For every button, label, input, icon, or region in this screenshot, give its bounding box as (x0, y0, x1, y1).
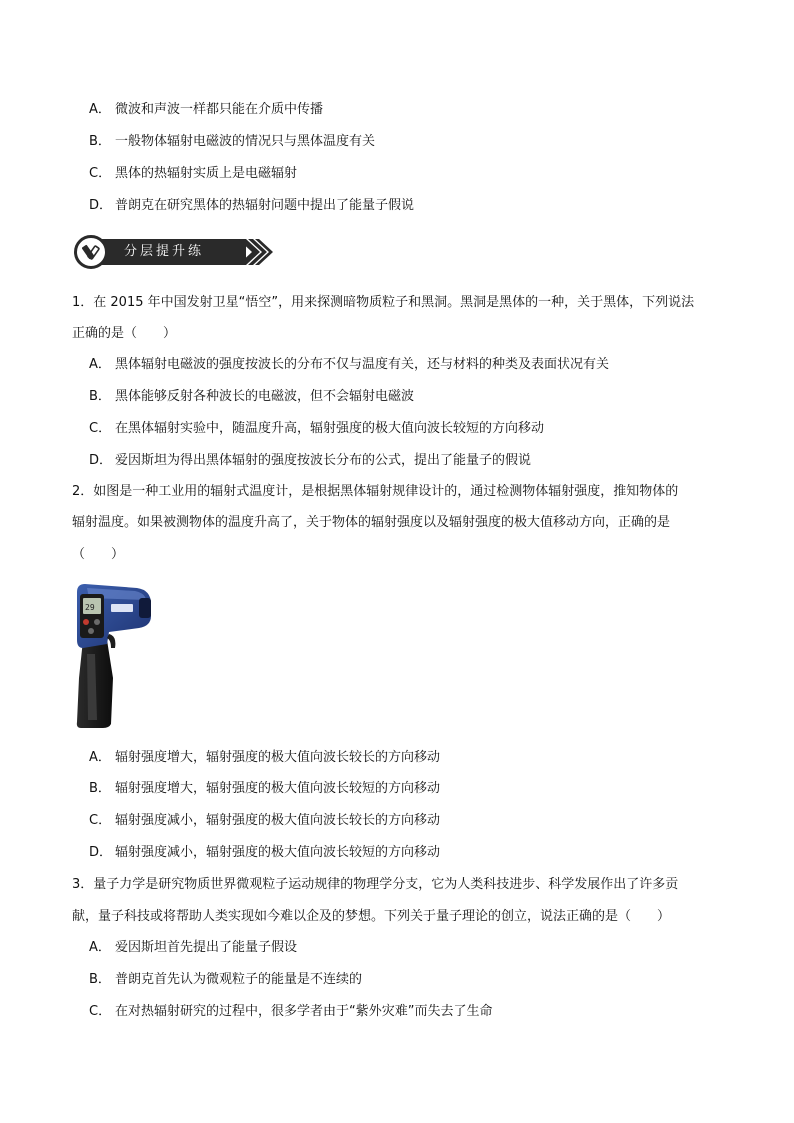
section-title: 分层提升练 (124, 244, 205, 259)
question-3-option-b (89, 971, 362, 989)
option-text: 一般物体辐射电磁波的情况只与黑体温度有关 (115, 134, 376, 149)
question-2-option-c (89, 812, 440, 830)
question-3-option-c (89, 1003, 492, 1021)
top-option-b (89, 133, 375, 151)
pencil-ruler-icon (82, 243, 100, 261)
option-letter: C． (89, 421, 112, 436)
option-letter: B． (89, 134, 111, 149)
option-text: 黑体的热辐射实质上是电磁辐射 (115, 166, 298, 181)
section-banner (74, 235, 274, 269)
option-letter: A． (89, 102, 111, 117)
option-letter: A． (89, 940, 111, 955)
question-1-option-b (89, 388, 414, 406)
option-text: 黑体辐射电磁波的强度按波长的分布不仅与温度有关，还与材料的种类及表面状况有关 (115, 357, 610, 372)
option-text: 在黑体辐射实验中，随温度升高，辐射强度的极大值向波长较短的方向移动 (115, 421, 545, 436)
question-3-stem-line-2: 献，量子科技或将帮助人类实现如今难以企及的梦想。下列关于量子理论的创立，说法正确的是（ ） (72, 909, 671, 924)
question-2-option-a (89, 749, 440, 767)
section-emblem (74, 235, 108, 269)
question-2-stem-line-1: 2．如图是一种工业用的辐射式温度计，是根据黑体辐射规律设计的，通过检测物体辐射强度，推知物体的 (72, 484, 679, 499)
question-1-option-a (89, 356, 609, 374)
question-1-option-d (89, 452, 531, 470)
option-letter: A． (89, 750, 111, 765)
option-text: 普朗克首先认为微观粒子的能量是不连续的 (115, 972, 363, 987)
question-1-stem-line-1: 1．在 2015 年中国发射卫星“悟空”，用来探测暗物质粒子和黑洞。黑洞是黑体的一种，关于黑体，下列说法 (72, 295, 695, 310)
svg-text:29: 29 (85, 603, 95, 612)
question-2-stem-line-3: （ ） (72, 547, 125, 562)
stripes-icon (238, 239, 274, 265)
option-text: 微波和声波一样都只能在介质中传播 (115, 102, 324, 117)
option-letter: A． (89, 357, 111, 372)
option-letter: C． (89, 813, 112, 828)
question-2-stem-line-2: 辐射温度。如果被测物体的温度升高了，关于物体的辐射强度以及辐射强度的极大值移动方向，正确的是 (72, 515, 671, 530)
option-letter: C． (89, 1004, 112, 1019)
question-3-option-a (89, 939, 297, 957)
top-option-d (89, 197, 414, 215)
question-2-option-d (89, 844, 440, 862)
question-1-stem-line-2: 正确的是（ ） (72, 326, 177, 341)
top-option-c (89, 165, 297, 183)
option-text: 辐射强度减小，辐射强度的极大值向波长较长的方向移动 (115, 813, 441, 828)
option-text: 辐射强度增大，辐射强度的极大值向波长较长的方向移动 (115, 750, 441, 765)
question-3-stem-line-1: 3．量子力学是研究物质世界微观粒子运动规律的物理学分支，它为人类科技进步、科学发展作出了许多贡 (72, 877, 679, 892)
option-letter: D． (89, 845, 113, 860)
option-letter: D． (89, 198, 113, 213)
question-2-option-b (89, 780, 440, 798)
option-letter: B． (89, 781, 111, 796)
option-letter: B． (89, 972, 111, 987)
infrared-thermometer-icon (73, 582, 155, 730)
option-text: 辐射强度增大，辐射强度的极大值向波长较短的方向移动 (115, 781, 441, 796)
option-text: 普朗克在研究黑体的热辐射问题中提出了能量子假说 (115, 198, 415, 213)
option-text: 在对热辐射研究的过程中，很多学者由于“紫外灾难”而失去了生命 (115, 1004, 493, 1019)
option-text: 辐射强度减小，辐射强度的极大值向波长较短的方向移动 (115, 845, 441, 860)
option-letter: B． (89, 389, 111, 404)
top-option-a (89, 101, 323, 119)
option-letter: D． (89, 453, 113, 468)
option-letter: C． (89, 166, 112, 181)
option-text: 爱因斯坦首先提出了能量子假设 (115, 940, 298, 955)
option-text: 黑体能够反射各种波长的电磁波，但不会辐射电磁波 (115, 389, 415, 404)
question-1-option-c (89, 420, 544, 438)
option-text: 爱因斯坦为得出黑体辐射的强度按波长分布的公式，提出了能量子的假说 (115, 453, 532, 468)
